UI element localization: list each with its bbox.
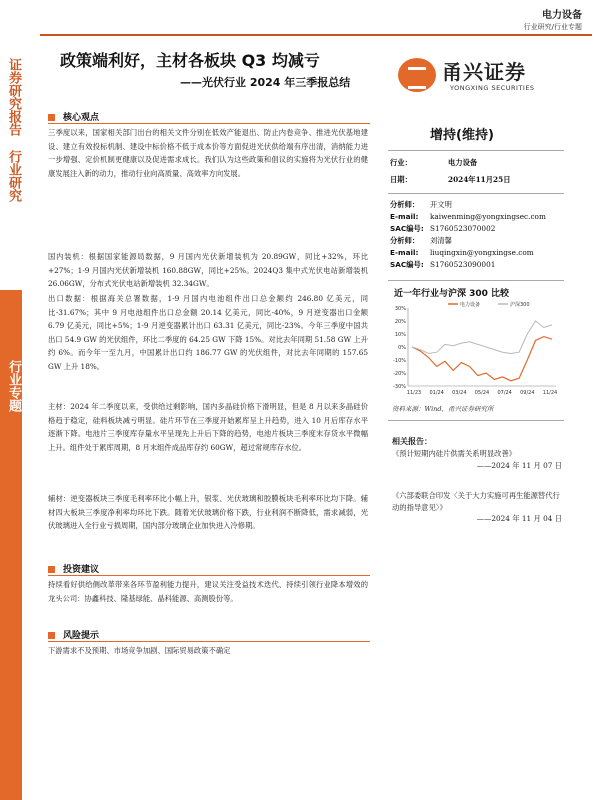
section-title: 核心观点	[63, 113, 100, 123]
legend-label-0: 电力设备	[460, 302, 481, 308]
report-subtitle: ——光伏行业 2024 年三季报总结	[180, 76, 351, 89]
sidebar-label-topic: 行业专题	[6, 360, 21, 412]
sidebar-label-research: 行业研究	[6, 150, 21, 202]
email-label: E-mail:	[390, 212, 419, 221]
x-tick-label: 01/24	[429, 390, 444, 396]
industry-row	[390, 158, 478, 168]
x-tick-label: 11/24	[542, 390, 558, 396]
related-item-text[interactable]: 《六部委联合印发〈关于大力实施可再生能源替代行动的指导意见〉》	[392, 491, 560, 512]
analyst-2-name-row	[390, 236, 452, 246]
paragraph-aux: 辅材：逆变器板块三季度毛利率环比小幅上升，银浆、光伏玻璃和胶膜板块毛利率环比均下降。辅材四大板块三季度净利率均环比下跌。随着光伏玻璃价格下跌，行业利润不断降低，需求减弱，光伏玻璃进入全行业亏损周期，国内部分玻璃企业加快进入冷修期。	[48, 494, 368, 530]
section-marker-icon	[48, 632, 55, 639]
x-tick-label: 09/24	[520, 390, 535, 396]
logo-mark-icon	[398, 58, 436, 92]
chart-top-divider	[388, 280, 564, 281]
x-tick-label: 03/24	[452, 390, 467, 396]
analyst-name: 开文明	[430, 200, 452, 209]
comparison-chart	[388, 300, 564, 400]
analyst-2-email-row	[390, 248, 534, 257]
date-label: 日期：	[390, 175, 412, 184]
x-tick-label: 07/24	[497, 390, 512, 396]
email-label: E-mail:	[390, 248, 419, 257]
sidebar-label-report: 证券研究报告	[6, 58, 21, 136]
y-tick-label: -20%	[393, 371, 406, 377]
header-divider	[40, 34, 592, 36]
date-value: 2024年11月25日	[448, 175, 511, 184]
report-title: 政策端利好，主材各板块 Q3 均减亏	[60, 51, 320, 70]
related-item-date: ——2024 年 11 月 04 日	[476, 514, 562, 523]
rating: 增持(维持)	[430, 128, 494, 143]
related-item-1[interactable]	[392, 448, 562, 471]
paragraph-materials: 主材：2024 年二季度以来，受供给过剩影响，国内多晶硅价格下滑明显，但是 8 月以来多晶硅价格趋于稳定，硅料板块减亏明显。硅片环节在三季度开始累库呈上升趋势，进入 10 月后库存水平逐渐下降。电池片三季度库存量水平呈现先上升后下降的趋势，电池片板块三季度末存货水平微幅上升。组件处于累库周期，8 月末组件成品库存约 60GW，超过常规库存水位。	[48, 402, 368, 452]
chart-source: 资料来源：Wind，甬兴证券研究所	[392, 405, 494, 413]
related-item-date: ——2024 年 11 月 07 日	[476, 460, 562, 470]
analyst-email[interactable]: liuqingxin@yongxingse.com	[430, 248, 534, 257]
y-tick-label: -30%	[393, 384, 406, 390]
y-tick-label: 20%	[394, 319, 406, 325]
section-core-view	[48, 110, 99, 123]
paragraph-export: 出口数据：根据海关总署数据，1-9 月国内电池组件出口总金额约 246.80 亿美元，同比-31.67%；其中 9 月电池组件出口总金额 20.14 亿美元，同比-40%，9 月逆变器出口金额 6.79 亿美元，同比+5%；1-9 月逆变器累计出口 63.31 亿美元，同比-23%。今年三季度中国共出口 54.9 GW 的光伏组件，环比二季度的 64.25 GW 下降 15%。对比去年同期 51.58 GW 上升约 6%。而今年一至九月，中国累计出口约 186.77 GW 的光伏组件，对比去年同期的 157.65 GW 上升 18%。	[48, 294, 368, 371]
section-marker-icon	[48, 566, 55, 573]
chart-title: 近一年行业与沪深 300 比较	[394, 289, 510, 299]
analyst-role-label: 分析师：	[390, 200, 420, 209]
section-title: 投资建议	[63, 565, 100, 575]
section-investment	[48, 562, 99, 575]
industry-label: 行业：	[390, 158, 412, 167]
analyst-1-sac-row	[390, 224, 496, 234]
logo-english: YONGXING SECURITIES	[450, 84, 535, 92]
company-logo	[398, 54, 548, 100]
y-tick-label: 10%	[394, 332, 406, 338]
section-title: 风险提示	[63, 631, 100, 641]
series-line-1	[412, 321, 552, 354]
header-subcategory: 行业研究/行业专题	[523, 23, 582, 31]
related-item-2[interactable]	[392, 490, 562, 525]
rating-divider	[388, 150, 564, 151]
analyst-sac: S1760523090001	[430, 260, 496, 269]
logo-name: 甬兴证券	[442, 60, 526, 84]
analyst-role-label: 分析师：	[390, 236, 420, 245]
sac-label: SAC编号:	[390, 224, 424, 233]
section-divider	[48, 123, 370, 124]
paragraph-investment: 持续看好供给侧改革带来各环节盈利能力提升，建议关注受益技术迭代、持续引领行业降本增效的龙头公司：协鑫科技、隆基绿能、晶科能源、高测股份等。	[48, 580, 368, 603]
sac-label: SAC编号:	[390, 260, 424, 269]
x-tick-label: 11/23	[406, 390, 422, 396]
section-divider	[48, 641, 370, 642]
analyst-1-email-row	[390, 212, 546, 221]
analyst-2-sac-row	[390, 260, 496, 270]
y-tick-label: 0%	[398, 345, 406, 351]
section-risk	[48, 628, 99, 641]
related-item-text[interactable]: 《预计短期内硅片供需关系明显改善》	[392, 449, 517, 458]
analyst-email[interactable]: kaiwenming@yongxingsec.com	[430, 212, 546, 221]
date-row	[390, 175, 511, 185]
section-marker-icon	[48, 114, 55, 121]
analyst-name: 刘清馨	[430, 236, 452, 245]
x-tick-label: 05/24	[474, 390, 490, 396]
industry-value: 电力设备	[448, 158, 478, 167]
paragraph-policy: 三季度以来，国家相关部门出台的相关文件分别在低效产能退出、防止内卷竞争、推进光伏基地建设、建立有效投标机制、建设中标价格不低于成本价等方面促进光伏供给端有序出清，消纳能力进一步增强、定价机制更健康以及促进需求成长。我们认为这些政策和倡议的实施将为光伏行业的健康发展注入新的动力，推动行业向高质量、高效率方向发展。	[48, 128, 368, 178]
paragraph-risk: 下游需求不及预期、市场竞争加剧、国际贸易政策不确定	[48, 646, 231, 655]
paragraph-install: 国内装机：根据国家能源局数据，9 月国内光伏新增装机为 20.89GW，同比+32%，环比+27%；1-9 月国内光伏新增装机 160.88GW，同比+25%。2024Q3 集中式光伏电站新增装机 26.06GW，分布式光伏电站新增装机 32.34GW。	[48, 252, 368, 288]
header-category: 电力设备	[542, 10, 582, 21]
chart-bottom-divider	[388, 420, 564, 421]
section-divider	[48, 575, 370, 576]
series-line-0	[412, 337, 552, 381]
meta-divider	[388, 193, 564, 194]
analyst-sac: S1760523070002	[430, 224, 496, 233]
y-tick-label: -10%	[393, 358, 406, 364]
y-tick-label: 30%	[394, 306, 406, 312]
legend-label-1: 沪深300	[510, 302, 530, 308]
related-title: 相关报告：	[392, 437, 432, 446]
analyst-1-name-row	[390, 200, 452, 210]
